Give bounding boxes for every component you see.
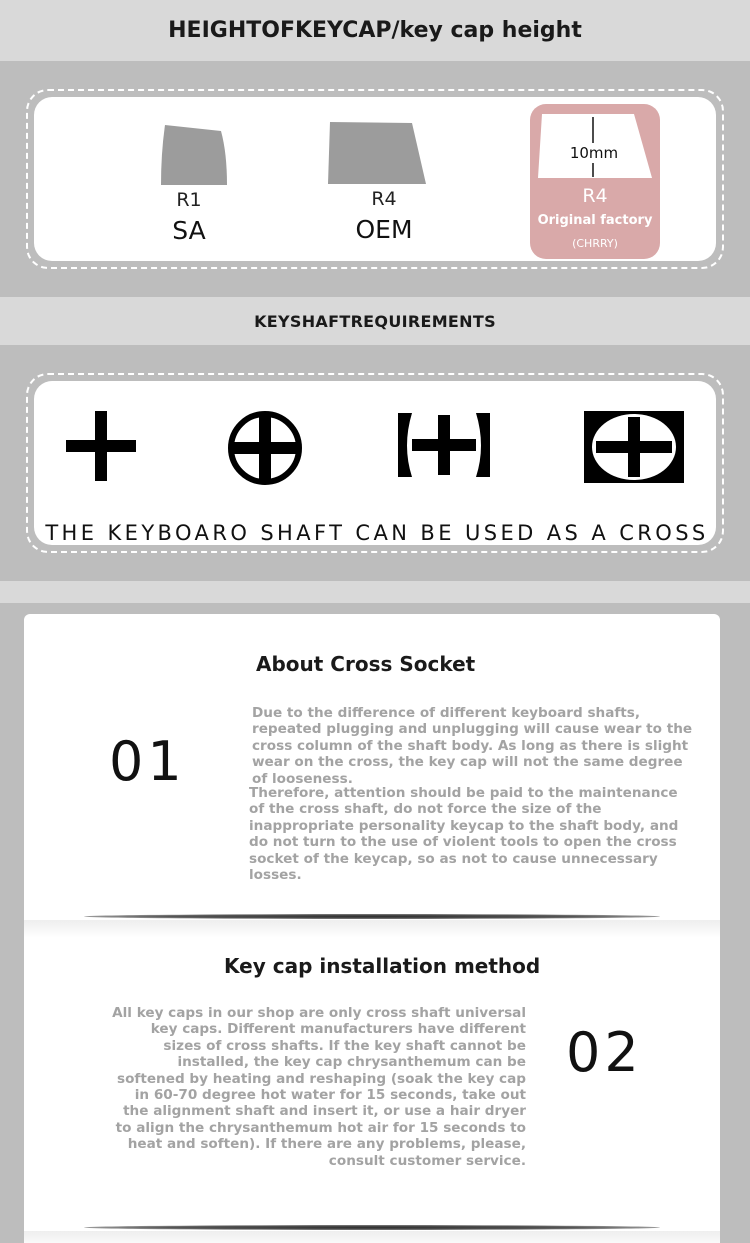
keycap-original-name: Original factory <box>537 213 653 228</box>
shaft-caption: THE KEYBOARO SHAFT CAN BE USED AS A CROSS <box>45 521 709 545</box>
height-section-title: HEIGHTOFKEYCAP/key cap height <box>168 18 582 43</box>
shaft-requirements-panel <box>26 373 724 553</box>
keycap-height-panel <box>26 89 724 269</box>
sa-keycap-profile-icon <box>129 123 249 187</box>
about-title: About Cross Socket <box>256 652 476 676</box>
install-paragraph: All key caps in our shop are only cross shaft universal key caps. Different manufacturers have different sizes of cross shafts. If the key shaft cannot be installed, the key cap chrysanthemum can be softened by heating and reshaping (soak the key cap in 60-70 degree hot water for 15 seconds, take out the alignment shaft and insert it, or use a hair dryer to align the chrysanthemum hot air for 15 seconds to heat and soften). If there are any problems, please, consult customer service. <box>112 1005 526 1169</box>
oem-keycap-profile-icon <box>319 122 449 186</box>
bracketed-cross-icon <box>396 411 492 481</box>
install-title: Key cap installation method <box>224 954 541 978</box>
about-paragraph-2: Therefore, attention should be paid to the maintenance of the cross shaft, do not force the size of the inappropriate personality keycap to the shaft body, and do not turn to the use of violent tools to open the cross socket of the keycap, so as not to cause unnecessary losses. <box>249 785 679 884</box>
info-card <box>24 614 720 1243</box>
circled-cross-icon <box>226 409 304 487</box>
install-number: 02 <box>566 1021 643 1084</box>
boxed-cross-icon <box>584 411 684 483</box>
keycap-sa-row: R1 <box>176 189 202 211</box>
divider <box>24 1225 720 1243</box>
keycap-original-factory <box>530 104 660 259</box>
keycap-oem <box>319 122 449 242</box>
divider <box>24 914 720 938</box>
shaft-requirements-card <box>34 381 716 545</box>
shaft-icon-row <box>34 409 720 489</box>
about-paragraph-1: Due to the difference of different keyboard shafts, repeated plugging and unplugging will cause wear to the cross column of the shaft body. As long as there is slight wear on the cross, the key cap will not the same degree of looseness. <box>252 705 693 787</box>
plain-cross-icon <box>64 409 138 483</box>
height-section-header <box>0 0 750 61</box>
keycap-original-row: R4 <box>582 185 608 207</box>
keycap-height-label: 10mm <box>564 143 624 163</box>
keycap-sa-name: SA <box>172 216 206 245</box>
about-number: 01 <box>109 730 186 793</box>
keycap-original-brand: (CHRRY) <box>572 237 618 250</box>
keycap-oem-name: OEM <box>355 215 413 244</box>
keycap-oem-row: R4 <box>371 188 397 210</box>
shaft-section-header <box>0 297 750 345</box>
keycap-height-card <box>34 97 716 261</box>
section-separator <box>0 581 750 603</box>
shaft-section-title: KEYSHAFTREQUIREMENTS <box>254 311 496 331</box>
keycap-sa <box>129 123 249 243</box>
